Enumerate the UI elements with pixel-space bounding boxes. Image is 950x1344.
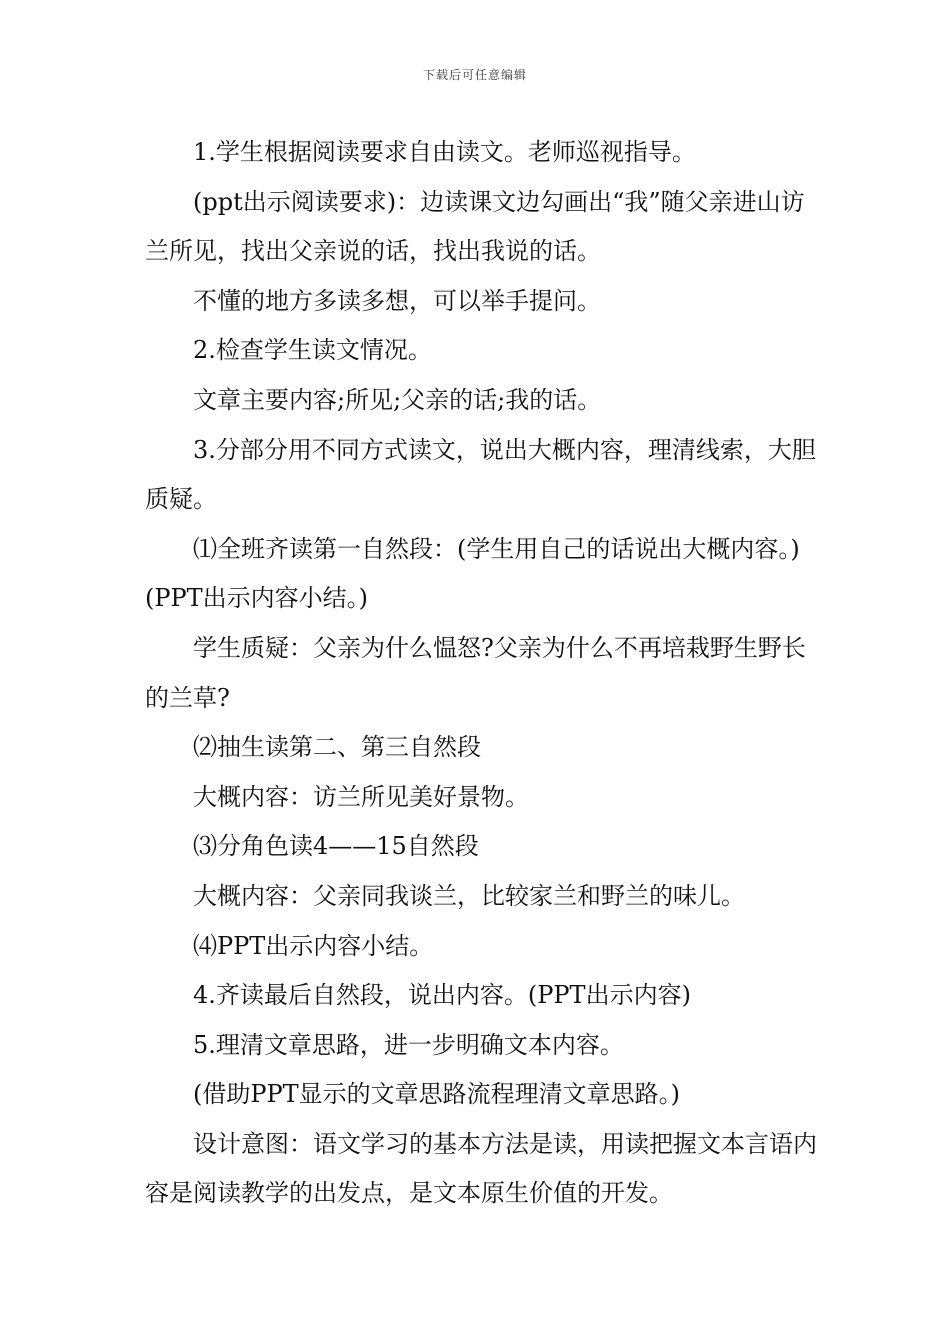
- paragraph-3: 不懂的地方多读多想，可以举手提问。: [193, 286, 601, 315]
- paragraph-9: ⑵抽生读第二、第三自然段: [193, 733, 481, 762]
- paragraph-13: ⑷PPT出示内容小结。: [193, 931, 434, 960]
- page-header-note: 下载后可任意编辑: [422, 68, 527, 82]
- paragraph-14: 4.齐读最后自然段，说出内容。(PPT出示内容): [193, 981, 691, 1010]
- paragraph-10: 大概内容：访兰所见美好景物。: [193, 782, 529, 811]
- paragraph-8: 学生质疑：父亲为什么愠怒?父亲为什么不再培栽野生野长的兰草?: [145, 633, 806, 712]
- document-body: [145, 128, 825, 1219]
- paragraph-6: 3.分部分用不同方式读文，说出大概内容，理清线索，大胆质疑。: [145, 435, 816, 514]
- paragraph-1: 1.学生根据阅读要求自由读文。老师巡视指导。: [193, 138, 696, 166]
- paragraph-5: 文章主要内容;所见;父亲的话;我的话。: [193, 385, 602, 414]
- paragraph-7: ⑴全班齐读第一自然段：(学生用自己的话说出大概内容。)(PPT出示内容小结。): [145, 534, 800, 613]
- paragraph-15: 5.理清文章思路，进一步明确文本内容。: [193, 1030, 624, 1059]
- paragraph-17: 设计意图：语文学习的基本方法是读，用读把握文本言语内容是阅读教学的出发点，是文本原生价值的开发。: [145, 1129, 817, 1208]
- paragraph-11: ⑶分角色读4——15自然段: [193, 832, 479, 861]
- paragraph-12: 大概内容：父亲同我谈兰，比较家兰和野兰的味儿。: [193, 881, 745, 910]
- paragraph-4: 2.检查学生读文情况。: [193, 336, 432, 365]
- paragraph-2: (ppt出示阅读要求)：边读课文边勾画出“我”随父亲进山访兰所见，找出父亲说的话，找出我说的话。: [145, 187, 805, 266]
- paragraph-16: (借助PPT显示的文章思路流程理清文章思路。): [193, 1080, 681, 1109]
